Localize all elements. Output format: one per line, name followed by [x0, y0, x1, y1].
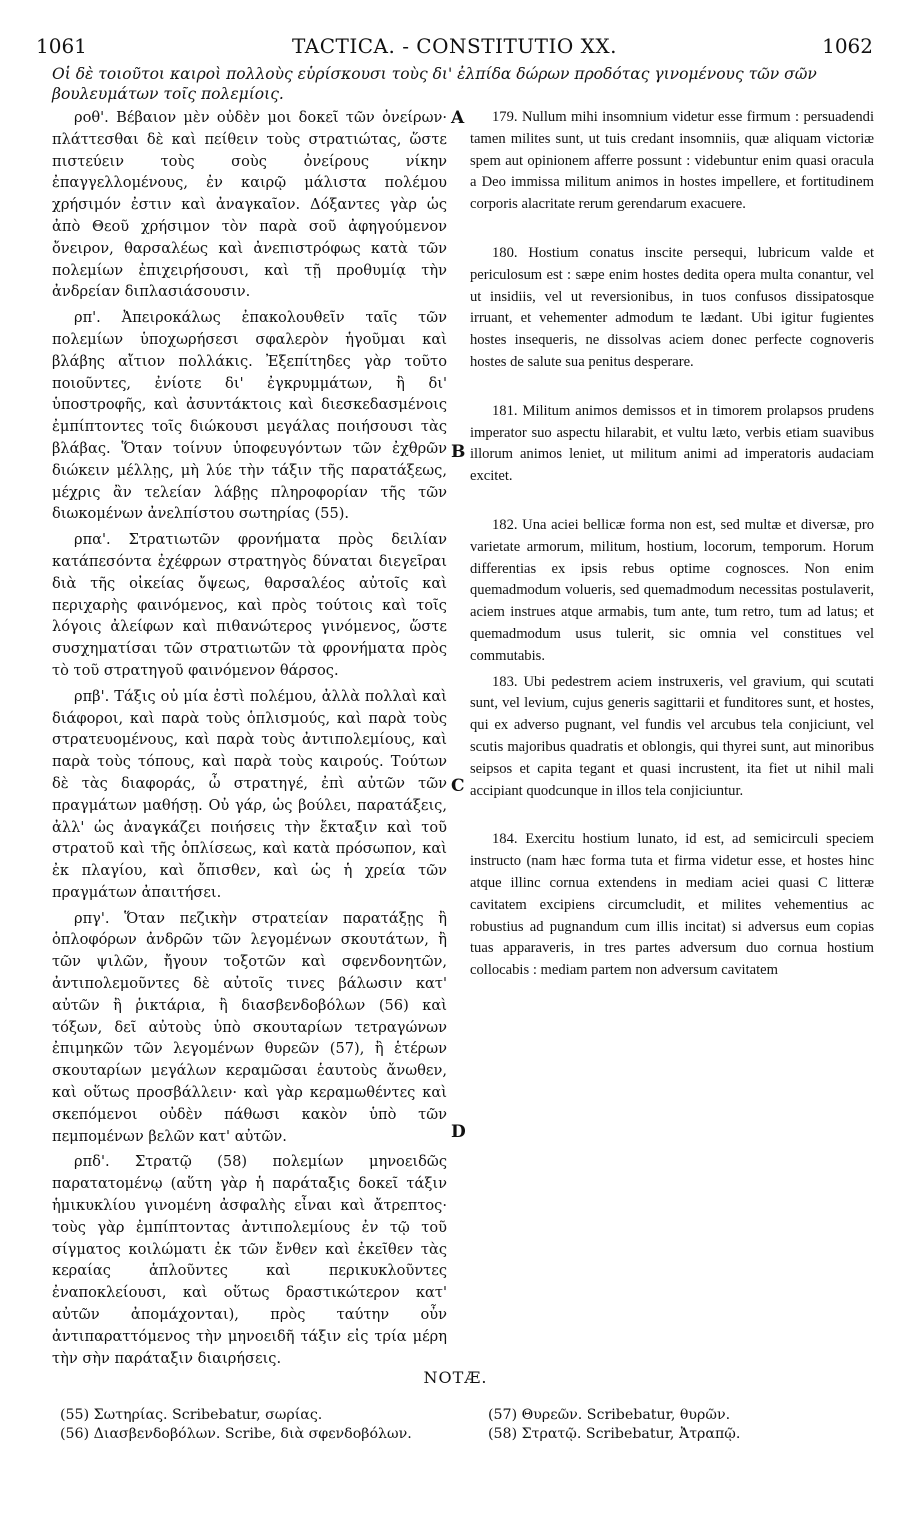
footnote-57: (57) Θυρεῶν. Scribebatur, θυρῶν.	[488, 1407, 731, 1423]
greek-paragraph-179: ροθ'. Βέβαιον μὲν οὐδὲν μοι δοκεῖ τῶν ὀνείρων· πλάττεσθαι δὲ καὶ πείθειν τοὺς στρατιώτας, ὥστε πιστεύειν τοὺς σοὺς ὀνείρους νίκην ἐπαγγελλομένους, ἐν καιρῷ μάλιστα πολέμου χρήσιμόν ἐστιν καὶ ἀναγκαῖον. Δόξαντες γὰρ ὡς ἀπὸ Θεοῦ χρήσιμον τὸν παρὰ σοῦ ἀφηγούμενον ὄνειρον, θαρσαλέως καὶ ἀνεπιστρόφως κατὰ τῶν πολεμίων ἐπιχειρήσουσι, καὶ τῇ προθυμίᾳ τὴν ἀνδρείαν διπλασιάσουσιν.	[52, 109, 447, 301]
greek-paragraph-183: ρπγ'. Ὅταν πεζικὴν στρατείαν παρατάξῃς ἢ ὁπλοφόρων ἀνδρῶν τῶν λεγομένων σκουτάτων, ἢ τῶν ψιλῶν, ἤγουν τοξοτῶν καὶ σφενδονητῶν, ἀντιπολεμοῦντες δὲ αὐτοῖς τινες βάλωσιν κατ' αὐτῶν ἢ ῥικτάρια, ἢ διασβενδοβόλων (56) καὶ τόξων, δεῖ αὐτοὺς ὑπὸ σκουταρίων τετραγώνων ἐπιμηκῶν τῶν λεγομένων θυρεῶν (57), ἢ ἑτέρων σκουταρίων μεγάλων κεραμῶσαι ἑαυτοὺς ἄνωθεν, καὶ οὕτως προσβάλλειν· καὶ γὰρ κεραμωθέντες καὶ σκεπόμενοι οὐδὲν πάθωσι κακὸν ὑπὸ τῶν πεμπομένων βελῶν κατ' αὐτῶν.	[52, 909, 447, 1145]
footnote-56: (56) Διασβενδοβόλων. Scribe, διὰ σφενδοβόλων.	[60, 1425, 412, 1442]
latin-paragraph-179: 179. Nullum mihi insomnium videtur esse firmum : persuadendi tamen milites sunt, ut tuis credant insomniis, quæ aliquam victoriæ spem aut opinionem afferre possunt : videbuntur enim quasi oracula a Deo immissa militum animos in hostes impellere, et fortitudinem corporis alacritate rerum gerendarum exacuere.	[470, 109, 874, 213]
latin-paragraph-180: 180. Hostium conatus inscite persequi, lubricum valde et periculosum est : sæpe enim hostes dedita opera multa conantur, vel ut insidiis, vel ut reversionibus, in tuos confusos dissipatosque irruant, et vehementer admodum te lædant. Ubi igitur fugientes hostes insequeris, ne dissolvas aciem donec perfecte cognoveris hostes de salute sua penitus desperare.	[470, 244, 874, 370]
notes-right-column	[488, 1406, 888, 1443]
notes-heading: NOTÆ.	[423, 1368, 488, 1387]
greek-paragraph-184: ρπδ'. Στρατῷ (58) πολεμίων μηνοειδῶς παρατατομένῳ (αὕτη γὰρ ἡ παράταξις δοκεῖ τάξιν ἡμικυκλίου γινομένη ἀσφαλὴς εἶναι καὶ ἄτρεπτος· τοὺς γὰρ ἐμπίπτοντας ἀντιπολεμίους ἐν τῷ τοῦ σίγματος κοιλώματι ἐκ τῶν ἔνθεν καὶ ἐκεῖθεν τὰς κεραίας ἁπλοῦντες καὶ περικυκλοῦντες ἐναποκλείουσι, καὶ οὕτως δραστικώτερον κατ' αὐτῶν ἀπομάχονται), πρὸς ταύτην οὖν ἀντιπαραττόμενος τὴν μηνοειδῆ τάξιν εἰς τρία μέρη τὴν σὴν παράταξιν διαιρήσεις.	[52, 1153, 447, 1367]
greek-paragraph-182: ρπβ'. Τάξις οὐ μία ἐστὶ πολέμου, ἀλλὰ πολλαὶ καὶ διάφοροι, καὶ παρὰ τοὺς ὁπλισμούς, καὶ παρὰ τοὺς στρατευομένους, καὶ παρὰ τοὺς ἀντιπολεμίους, καὶ παρὰ τοὺς τόπους, καὶ παρὰ τοὺς καιρούς. Τούτων δὲ τὰς διαφοράς, ὦ στρατηγέ, ἐπὶ αὐτῶν τῶν πραγμάτων μαθήσῃ. Οὐ γάρ, ὡς βούλει, παρατάξεις, ἀλλ' ὡς ἀναγκάζει ποιήσεις τὴν ἔκταξιν καὶ τοῦ στρατοῦ καὶ τῆς ὁπλίσεως, καὶ κατὰ πρόσωπον, καὶ ἐκ πλαγίου, καὶ ὄπισθεν, καὶ ὡς ἡ χρεία τῶν πραγμάτων ἀπαιτήσει.	[52, 687, 447, 901]
page-number-left: 1061	[36, 34, 87, 58]
latin-paragraph-184: 184. Exercitu hostium lunato, id est, ad semicirculi speciem instructo (nam hæc forma tuta et firma videtur esse, et hostes hinc atque illinc cornua extendens in mediam aciei quasi C litteræ cavitatem excipiens circumcludit, et milites vehementius ac robustius ad pugnandum cum illis incitat) si adversus eum copias tuas apparaveris, in tres partes adversum duo cornua hostium collocabis : mediam partem non adversum cavitatem	[470, 831, 874, 979]
greek-column	[52, 107, 447, 1373]
greek-paragraph-180: ρπ'. Ἀπειροκάλως ἐπακολουθεῖν ταῖς τῶν πολεμίων ὑποχωρήσεσι σφαλερὸν ἡγοῦμαι καὶ βλάβης αἴτιον πολλάκις. Ἐξεπίτηδες γὰρ τοῦτο ποιοῦντες, ἐνίοτε δι' ἐγκρυμμάτων, ἢ δι' ὑποστροφῆς, καὶ ἀσυντάκτοις καὶ διεσκεδασμένοις ἐμπίπτοντες τοῖς διώκουσι μεγάλας ποιήσουσι τὰς βλάβας. Ὅταν τοίνυν ὑποφευγόντων τῶν ἐχθρῶν διώκειν μέλλῃς, μὴ λύε τὴν τάξιν τῆς παρατάξεως, μέχρις ἂν τελείαν λάβῃς πληροφορίαν τῆς τῶν διωκομένων ἀνελπίστου σωτηρίας (55).	[52, 309, 447, 523]
latin-paragraph-181: 181. Militum animos demissos et in timorem prolapsos prudens imperator suo aspectu hilarabit, et vultu læto, verbis etiam suavibus illorum animos leniet, ut militum animi ad imperatoris audaciam excitet.	[470, 402, 874, 485]
page-number-right: 1062	[822, 34, 873, 58]
section-marker-a: A	[451, 108, 465, 128]
intro-line: Οἱ δὲ τοιοῦτοι καιροὶ πολλοὺς εὑρίσκουσι τοὺς δι' ἐλπίδα δώρων προδότας γινομένους τῶν σῶν βουλευμάτων τοῖς πολεμίοις.	[52, 65, 817, 103]
notes-left-column	[60, 1406, 460, 1443]
running-title: TACTICA. - CONSTITUTIO XX.	[292, 34, 617, 58]
latin-paragraph-182: 182. Una aciei bellicæ forma non est, sed multæ et diversæ, pro varietate armorum, militum, hostium, locorum, temporum. Horum differentias ex ipsis rebus optime cognosces. Non enim quemadmodum volueris, sed quemadmodum necessitas postulaverit, aciem instrues atque armabis, tum ante, tum retro, tum ad latus; et quemadmodum usus tulerit, sic omnia vel constitues vel commutabis.	[470, 516, 874, 664]
footnote-58: (58) Στρατῷ. Scribebatur, Ἀτραπῷ.	[488, 1425, 741, 1442]
running-header	[36, 34, 873, 60]
greek-paragraph-181: ρπα'. Στρατιωτῶν φρονήματα πρὸς δειλίαν κατάπεσόντα ἐχέφρων στρατηγὸς δύναται διεγεῖραι διὰ τῆς οἰκείας ὄψεως, θαρσαλέος αὐτοῖς καὶ περιχαρὴς φαινόμενος, καὶ πρὸς τούτοις καὶ τοῖς λόγοις ἀλείφων καὶ πιθανώτερος γινόμενος, ὥστε συσχηματίσαι τῶν στρατιωτῶν τὰ φρονήματα πρὸς τὸ τοῦ στρατηγοῦ φαινόμενον θάρσος.	[52, 531, 447, 679]
latin-column	[470, 107, 874, 986]
section-marker-d: D	[451, 1122, 466, 1142]
latin-paragraph-183: 183. Ubi pedestrem aciem instruxeris, vel gravium, qui scutati sunt, vel levium, cujus generis sagittarii et funditores sunt, et hostes, qui ex adverso pugnant, vel fundis vel arcubus tela conjiciunt, vel scutis majoribus quadratis et oblongis, qui thyrei sunt, aut minoribus seipsos et capita tegant et quasi incrustent, ita fiet ut nihil mali accipiant quodcunque in illos tela conjiciuntur.	[470, 673, 874, 799]
section-marker-c: C	[451, 776, 465, 796]
section-marker-b: B	[451, 442, 466, 462]
footnote-55: (55) Σωτηρίας. Scribebatur, σωρίας.	[60, 1407, 323, 1423]
